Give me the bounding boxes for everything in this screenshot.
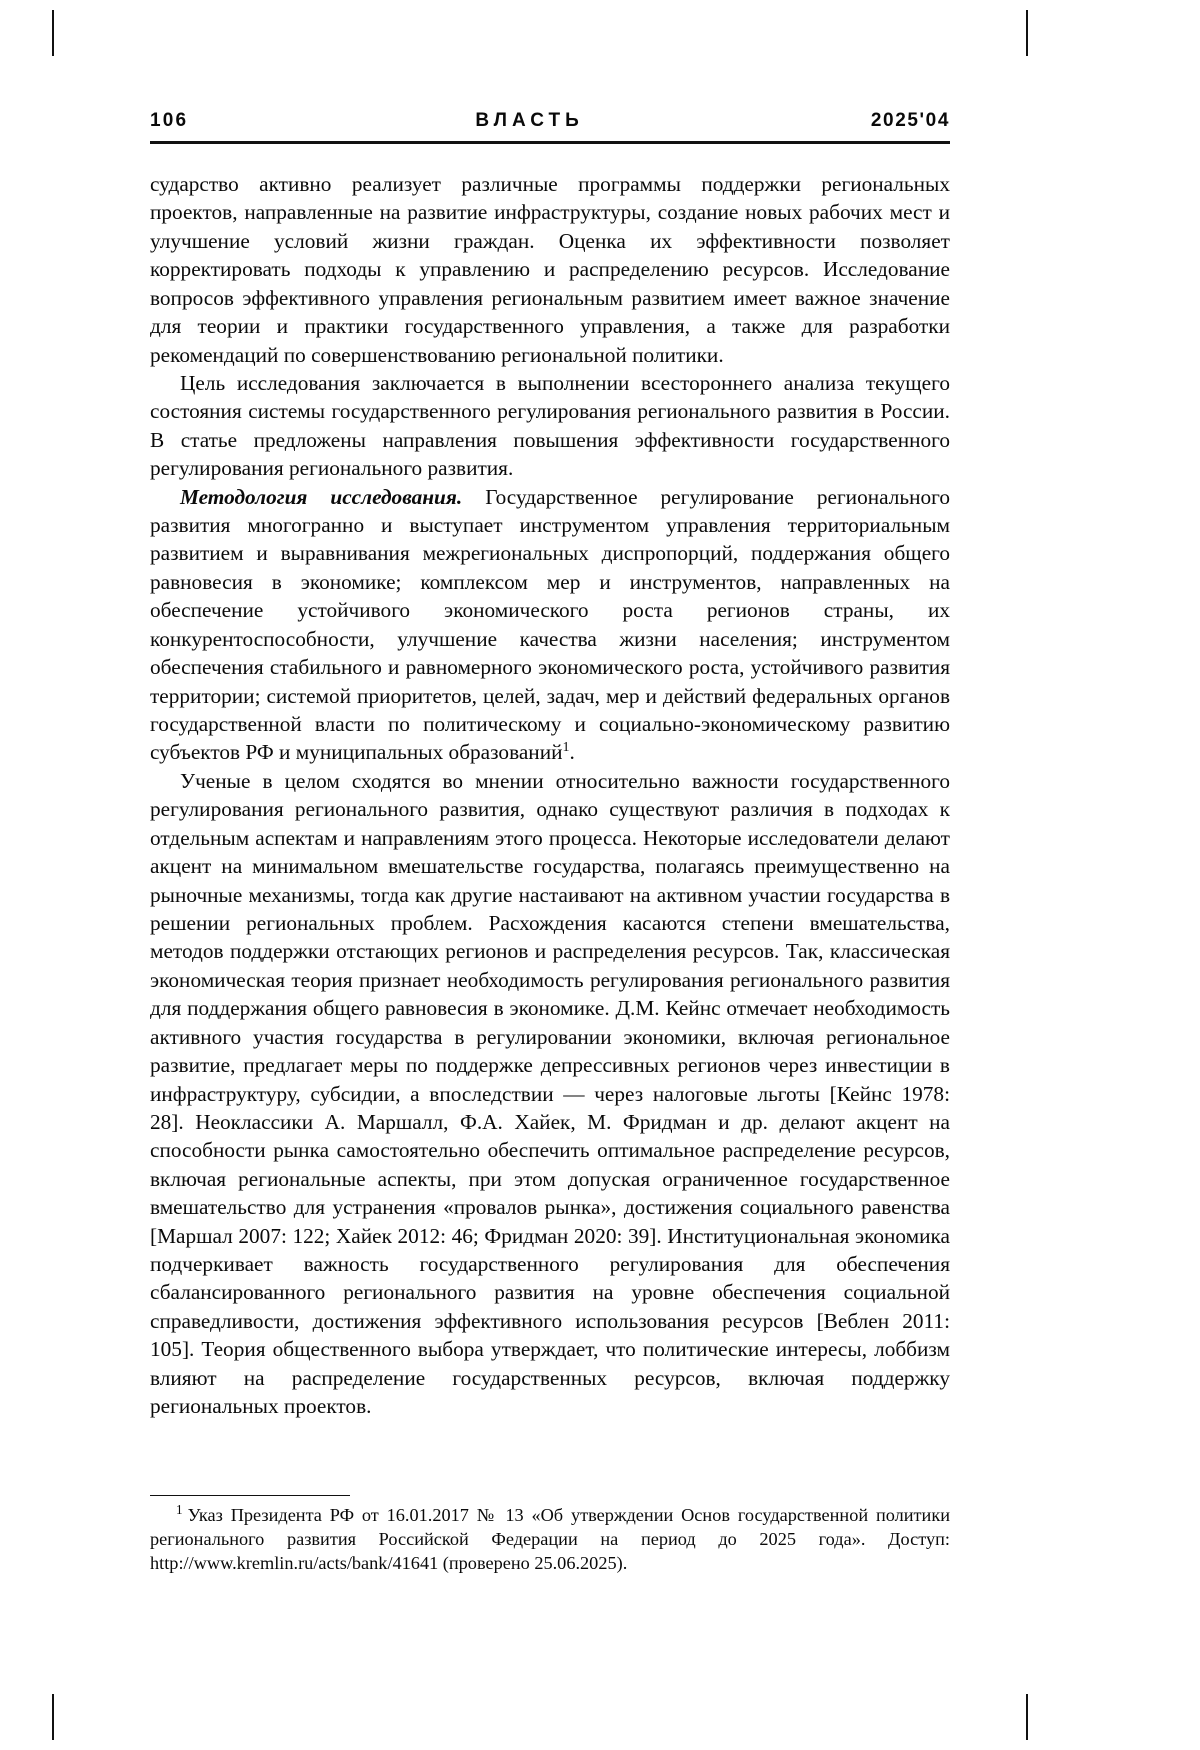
footnote-text: Указ Президента РФ от 16.01.2017 № 13 «Об утверждении Основ государственной политики регионального развития Российской Федерации на период до 2025 года». Доступ: http://www.kremlin.ru/acts/bank/41641 (проверено 25.06.2025). bbox=[150, 1505, 950, 1573]
header-rule bbox=[150, 141, 950, 144]
crop-mark-bottom-left bbox=[52, 1694, 54, 1740]
crop-mark-top-left bbox=[52, 10, 54, 56]
page-number: 106 bbox=[150, 110, 189, 131]
footnote-marker: 1 bbox=[176, 1501, 183, 1517]
paragraph-continued: сударство активно реализует различные программы поддержки региональных проектов, направленные на развитие инфраструктуры, создание новых рабочих мест и улучшение условий жизни граждан. Оценка их эффективности позволяет корректировать подходы к управлению и распределению ресурсов. Исследование вопросов эффективного управления региональным развитием имеет важное значение для теории и практики государственного управления, а также для разработки рекомендаций по совершенствованию региональной политики. bbox=[150, 172, 950, 367]
methodology-text-tail: . bbox=[569, 740, 575, 765]
footnote-reference-marker[interactable]: 1 bbox=[562, 739, 570, 756]
page-content bbox=[150, 110, 950, 1421]
issue-label: 2025'04 bbox=[870, 110, 950, 131]
paragraph-literature-review: Ученые в целом сходятся во мнении относительно важности государственного регулирования регионального развития, однако существуют различия в подходах к отдельным аспектам и направлениям этого процесса. Некоторые исследователи делают акцент на минимальном вмешательстве государства, полагаясь преимущественно на рыночные механизмы, тогда как другие настаивают на активном участии государства в решении региональных проблем. Расхождения касаются степени вмешательства, методов поддержки отстающих регионов и распределения ресурсов. Так, классическая экономическая теория признает необходимость регулирования регионального развития для поддержания общего равновесия в экономике. Д.М. Кейнс отмечает необходимость активного участия государства в регулировании экономики, включая региональное развитие, предлагает меры по поддержке депрессивных регионов через инвестиции в инфраструктуру, субсидии, а впоследствии — через налоговые льготы [Кейнс 1978: 28]. Неоклассики А. Маршалл, Ф.А. Хайек, М. Фридман и др. делают акцент на способности рынка самостоятельно обеспечить оптимальное распределение ресурсов, включая региональные аспекты, при этом допуская ограниченное государственное вмешательство для устранения «провалов рынка», достижения социального равенства [Маршал 2007: 122; Хайек 2012: 46; Фридман 2020: 39]. Институциональная экономика подчеркивает важность государственного регулирования для обеспечения сбалансированного регионального развития на уровне обеспечения социальной справедливости, достижения эффективного использования ресурсов [Веблен 2011: 105]. Теория общественного выбора утверждает, что политические интересы, лоббизм влияют на распределение государственных ресурсов, включая поддержку региональных проектов. bbox=[150, 768, 950, 1419]
footnote-rule bbox=[150, 1495, 350, 1496]
crop-mark-top-right bbox=[1026, 10, 1028, 56]
running-head bbox=[150, 110, 950, 141]
journal-title: ВЛАСТЬ bbox=[475, 110, 584, 131]
methodology-text: Государственное регулирование регионального развития многогранно и выступает инструментом управления территориальным развитием и выравнивания межрегиональных диспропорций, поддержания общего равновесия в экономике; комплексом мер и инструментов, направленных на обеспечение устойчивого экономического роста регионов страны, их конкурентоспособности, улучшение качества жизни населения; инструментом обеспечения стабильного и равномерного экономического роста, устойчивого развития территории; системой приоритетов, целей, задач, мер и действий федеральных органов государственной власти по политическому и социально-экономическому развитию субъектов РФ и муниципальных образований bbox=[150, 484, 950, 765]
paragraph-purpose: Цель исследования заключается в выполнении всестороннего анализа текущего состояния системы государственного регулирования регионального развития в России. В статье предложены направления повышения эффективности государственного регулирования регионального развития. bbox=[150, 370, 950, 481]
methodology-lead-in: Методология исследования. bbox=[180, 484, 463, 509]
crop-mark-bottom-right bbox=[1026, 1694, 1028, 1740]
footnote-item bbox=[150, 1501, 950, 1575]
footnote-area bbox=[150, 1495, 950, 1575]
paragraph-methodology bbox=[150, 483, 950, 767]
